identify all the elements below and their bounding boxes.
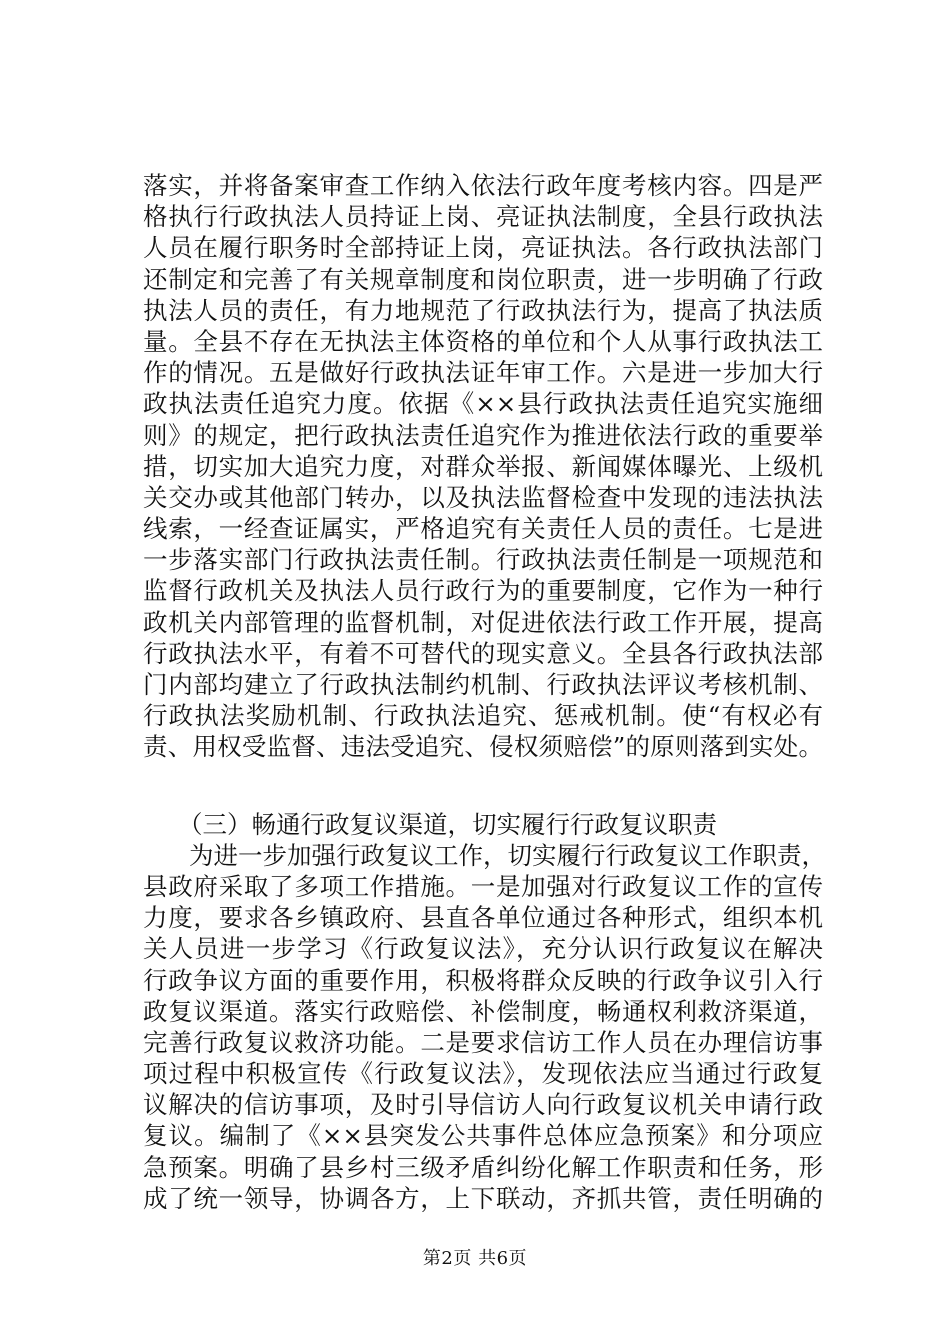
paragraph-line: 行政争议方面的重要作用，积极将群众反映的行政争议引入行	[143, 965, 823, 995]
paragraph-line: 急预案。明确了县乡村三级矛盾纠纷化解工作职责和任务，形	[143, 1152, 823, 1182]
paragraph-2	[143, 840, 826, 1214]
paragraph-line: 项过程中积极宣传《行政复议法》，发现依法应当通过行政复	[143, 1059, 823, 1089]
document-body	[143, 170, 826, 1214]
paragraph-line: 一步落实部门行政执法责任制。行政执法责任制是一项规范和	[143, 545, 823, 575]
paragraph-line: 行政执法水平，有着不可替代的现实意义。全县各行政执法部	[143, 638, 823, 668]
paragraph-1	[143, 170, 823, 763]
paragraph-line: 成了统一领导，协调各方，上下联动，齐抓共管，责任明确的	[143, 1183, 823, 1213]
paragraph-line: 县政府采取了多项工作措施。一是加强对行政复议工作的宣传	[143, 871, 823, 901]
paragraph-line: 责、用权受监督、违法受追究、侵权须赔偿”的原则落到实处。	[143, 732, 823, 762]
paragraph-line: 作的情况。五是做好行政执法证年审工作。六是进一步加大行	[143, 358, 823, 388]
paragraph-line: 议解决的信访事项，及时引导信访人向行政复议机关申请行政	[143, 1090, 823, 1120]
paragraph-line: 人员在履行职务时全部持证上岗，亮证执法。各行政执法部门	[143, 233, 823, 263]
paragraph-line: 格执行行政执法人员持证上岗、亮证执法制度，全县行政执法	[143, 202, 823, 232]
paragraph-line: 措，切实加大追究力度，对群众举报、新闻媒体曝光、上级机	[143, 451, 823, 481]
paragraph-line: 执法人员的责任，有力地规范了行政执法行为，提高了执法质	[143, 295, 823, 325]
paragraph-line: 政复议渠道。落实行政赔偿、补偿制度，畅通权利救济渠道，	[143, 996, 823, 1026]
paragraph-line: 完善行政复议救济功能。二是要求信访工作人员在办理信访事	[143, 1027, 823, 1057]
paragraph-line: 行政执法奖励机制、行政执法追究、惩戒机制。使“有权必有	[143, 701, 823, 731]
paragraph-line: 关交办或其他部门转办，以及执法监督检查中发现的违法执法	[143, 482, 823, 512]
section-heading: （三）畅通行政复议渠道，切实履行行政复议职责	[178, 809, 717, 839]
paragraph-line: 还制定和完善了有关规章制度和岗位职责，进一步明确了行政	[143, 264, 823, 294]
paragraph-line: 监督行政机关及执法人员行政行为的重要制度，它作为一种行	[143, 576, 823, 606]
paragraph-line: 线索，一经查证属实，严格追究有关责任人员的责任。七是进	[143, 514, 823, 544]
paragraph-line: 复议。编制了《××县突发公共事件总体应急预案》和分项应	[143, 1121, 823, 1151]
paragraph-line: 门内部均建立了行政执法制约机制、行政执法评议考核机制、	[143, 670, 823, 699]
paragraph-line: 落实，并将备案审查工作纳入依法行政年度考核内容。四是严	[143, 171, 823, 200]
paragraph-spacer	[143, 763, 823, 809]
page-number-footer: 第2页 共6页	[422, 1248, 528, 1269]
paragraph-line: 量。全县不存在无执法主体资格的单位和个人从事行政执法工	[143, 326, 823, 356]
paragraph-line: 政机关内部管理的监督机制，对促进依法行政工作开展，提高	[143, 607, 823, 637]
paragraph-line: 关人员进一步学习《行政复议法》，充分认识行政复议在解决	[143, 934, 823, 964]
paragraph-line: 政执法责任追究力度。依据《××县行政执法责任追究实施细	[143, 389, 823, 419]
paragraph-line: 则》的规定，把行政执法责任追究作为推进依法行政的重要举	[143, 420, 823, 450]
paragraph-line: 为进一步加强行政复议工作，切实履行行政复议工作职责，	[189, 840, 826, 870]
paragraph-line: 力度，要求各乡镇政府、县直各单位通过各种形式，组织本机	[143, 903, 823, 933]
